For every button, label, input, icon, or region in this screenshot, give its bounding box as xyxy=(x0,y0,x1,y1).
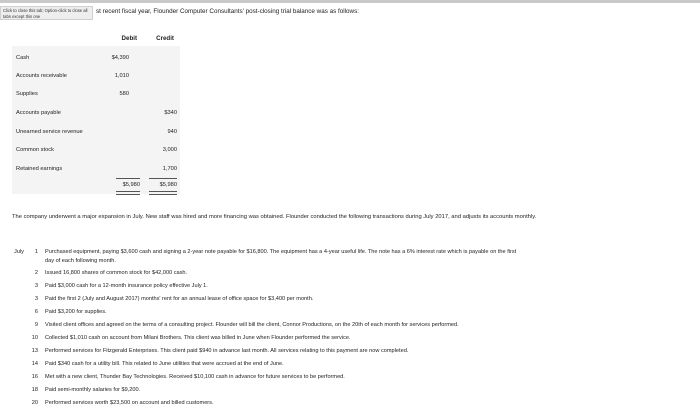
transaction-day: 10 xyxy=(31,335,38,341)
tooltip-line-2: tabs except this one xyxy=(3,13,41,19)
account-name: Accounts receivable xyxy=(16,73,67,79)
month-label: July xyxy=(14,249,24,255)
transaction-text: Paid semi-monthly salaries for $9,200. xyxy=(45,387,141,393)
tb-row-accounts-receivable xyxy=(12,71,180,82)
transaction-text: Purchased equipment, paying $3,600 cash and signing a 2-year note payable for $16,800. The equipment has a 4-year useful life. The note has a 6% interest rate which is payable on the first xyxy=(45,249,517,255)
trial-balance-header xyxy=(12,33,180,45)
tb-row-supplies xyxy=(12,89,180,100)
transaction-text: Paid the first 2 (July and August 2017) months' rent for an annual lease of office space for $3,400 per month. xyxy=(45,296,314,302)
tab-tooltip xyxy=(0,6,93,20)
total-credit: $5,980 xyxy=(159,182,177,188)
credit-value: $340 xyxy=(164,110,177,116)
transaction-day: 1 xyxy=(34,249,38,255)
transaction-text: Paid $3,000 cash for a 12-month insurance policy effective July 1. xyxy=(45,283,208,289)
transaction-text: Visited client offices and agreed on the terms of a consulting project. Flounder will bill the client, Connor Productions, on the 20th of each month for services performed. xyxy=(45,322,459,328)
debit-column-header: Debit xyxy=(121,35,137,42)
debit-value: $4,390 xyxy=(111,55,129,61)
account-name: Cash xyxy=(16,55,30,61)
transaction-day: 2 xyxy=(34,270,38,276)
transaction-text: day of each following month. xyxy=(45,258,116,264)
transaction-text: Performed services for Fitzgerald Enterprises. This client paid $940 in advance last month. All services relating to this payment are now completed. xyxy=(45,348,409,354)
tb-row-accounts-payable xyxy=(12,108,180,119)
debit-value: 1,010 xyxy=(114,73,129,79)
credit-column-header: Credit xyxy=(156,35,174,42)
tb-row-cash xyxy=(12,53,180,64)
debit-value: 580 xyxy=(119,91,129,97)
transaction-day: 14 xyxy=(31,361,38,367)
transaction-text: Paid $340 cash for a utility bill. This related to June utilities that were accrued at the end of June. xyxy=(45,361,284,367)
credit-double-underline xyxy=(149,191,177,195)
tb-row-retained-earnings xyxy=(12,164,180,175)
transaction-text: Met with a new client, Thunder Bay Technologies. Received $10,100 cash in advance for future services to be performed. xyxy=(45,374,345,380)
account-name: Unearned service revenue xyxy=(16,129,83,135)
transaction-text: Issued 16,800 shares of common stock for $42,000 cash. xyxy=(45,270,188,276)
transaction-text: Paid $3,200 for supplies. xyxy=(45,309,107,315)
top-bar xyxy=(0,0,700,3)
intro-paragraph: The company underwent a major expansion in July. New staff was hired and more financing was obtained. Flounder conducted the following transactions during July 2017, and adjusts its accounts monthly. xyxy=(12,214,537,220)
intro-header: st recent fiscal year, Flounder Computer Consultants' post-closing trial balance was as follows: xyxy=(96,8,359,15)
account-name: Supplies xyxy=(16,91,38,97)
transaction-day: 9 xyxy=(34,322,38,328)
total-debit: $5,980 xyxy=(122,182,140,188)
transaction-day: 3 xyxy=(34,296,38,302)
credit-value: 3,000 xyxy=(162,147,177,153)
tb-row-unearned-service-revenue xyxy=(12,127,180,138)
transaction-day: 16 xyxy=(31,374,38,380)
credit-value: 940 xyxy=(167,129,177,135)
transaction-day: 13 xyxy=(31,348,38,354)
tooltip-line-1: Click to close this tab; Option-click to close all xyxy=(3,8,88,13)
transaction-text: Performed services worth $23,500 on account and billed customers. xyxy=(45,400,214,406)
tb-row-common-stock xyxy=(12,145,180,156)
transaction-text: Collected $1,010 cash on account from Milani Brothers. This client was billed in June when Flounder performed the service. xyxy=(45,335,351,341)
account-name: Accounts payable xyxy=(16,110,61,116)
account-name: Common stock xyxy=(16,147,54,153)
credit-value: 1,700 xyxy=(162,166,177,172)
account-name: Retained earnings xyxy=(16,166,63,172)
transaction-day: 6 xyxy=(34,309,38,315)
credit-total-rule xyxy=(149,178,177,179)
debit-double-underline xyxy=(116,191,140,195)
transaction-day: 18 xyxy=(31,387,38,393)
transaction-day: 20 xyxy=(31,400,38,406)
transaction-day: 3 xyxy=(34,283,38,289)
debit-total-rule xyxy=(116,178,140,179)
